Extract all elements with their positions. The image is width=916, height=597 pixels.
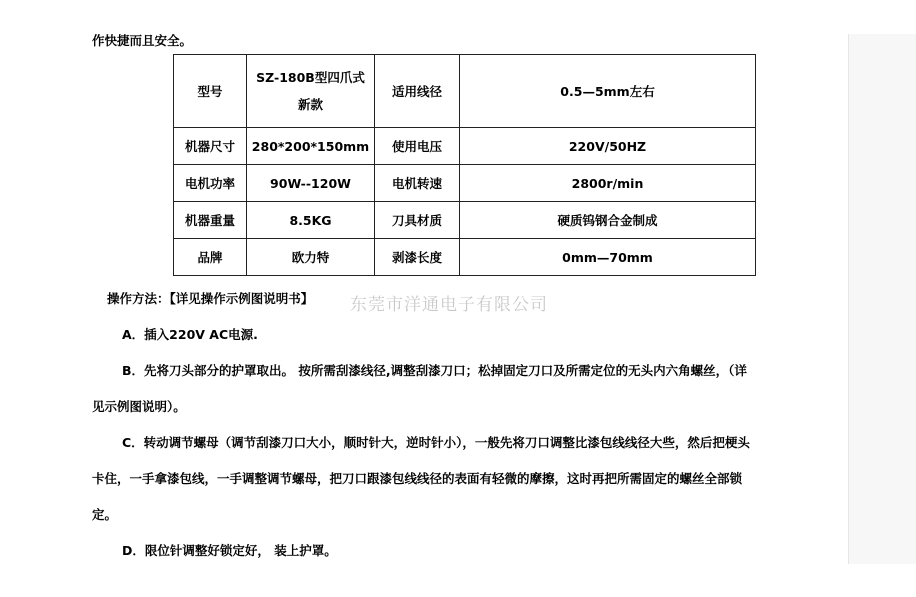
table-row	[174, 239, 756, 276]
size-value: 280*200*150mm	[247, 128, 375, 165]
brand-label: 品牌	[174, 239, 247, 276]
step-a: A．插入220V AC电源.	[122, 327, 258, 342]
model-value-line2: 新款	[297, 97, 323, 112]
blade-label: 刀具材质	[375, 202, 460, 239]
step-b-line1: B．先将刀头部分的护罩取出。 按所需刮漆线径,调整刮漆刀口；松掉固定刀口及所需定位的无头内六角螺丝，（详	[122, 363, 747, 378]
brand-value: 欧力特	[247, 239, 375, 276]
step-c-line1: C．转动调节螺母（调节刮漆刀口大小，顺时针大，逆时针小），一般先将刀口调整比漆包线线径大些，然后把梗头	[122, 435, 750, 450]
watermark-text: 东莞市洋通电子有限公司	[350, 295, 548, 315]
model-label: 型号	[174, 55, 247, 128]
speed-label: 电机转速	[375, 165, 460, 202]
step-d: D．限位针调整好锁定好， 装上护罩。	[122, 543, 337, 558]
strip-value: 0mm—70mm	[460, 239, 756, 276]
blade-value: 硬质钨钢合金制成	[460, 202, 756, 239]
table-row	[174, 165, 756, 202]
intro-tail-text: 作快捷而且安全。	[92, 33, 193, 48]
voltage-label: 使用电压	[375, 128, 460, 165]
step-c-line3: 定。	[92, 507, 118, 522]
weight-label: 机器重量	[174, 202, 247, 239]
method-heading: 操作方法：【详见操作示例图说明书】	[107, 291, 314, 306]
size-label: 机器尺寸	[174, 128, 247, 165]
voltage-value: 220V/50HZ	[460, 128, 756, 165]
table-row	[174, 128, 756, 165]
step-b-line2: 见示例图说明）。	[92, 399, 186, 414]
weight-value: 8.5KG	[247, 202, 375, 239]
model-value-line1: SZ-180B型四爪式	[256, 70, 365, 85]
table-row	[174, 202, 756, 239]
wire-label: 适用线径	[375, 55, 460, 128]
power-value: 90W--120W	[247, 165, 375, 202]
side-panel	[848, 34, 916, 564]
step-c-line2: 卡住，一手拿漆包线，一手调整调节螺母，把刀口跟漆包线线径的表面有轻微的摩擦，这时再把所需固定的螺丝全部锁	[92, 471, 743, 486]
wire-value: 0.5—5mm左右	[460, 55, 756, 128]
model-value	[247, 55, 375, 128]
table-row	[174, 55, 756, 128]
speed-value: 2800r/min	[460, 165, 756, 202]
spec-table	[173, 54, 756, 276]
power-label: 电机功率	[174, 165, 247, 202]
strip-label: 剥漆长度	[375, 239, 460, 276]
